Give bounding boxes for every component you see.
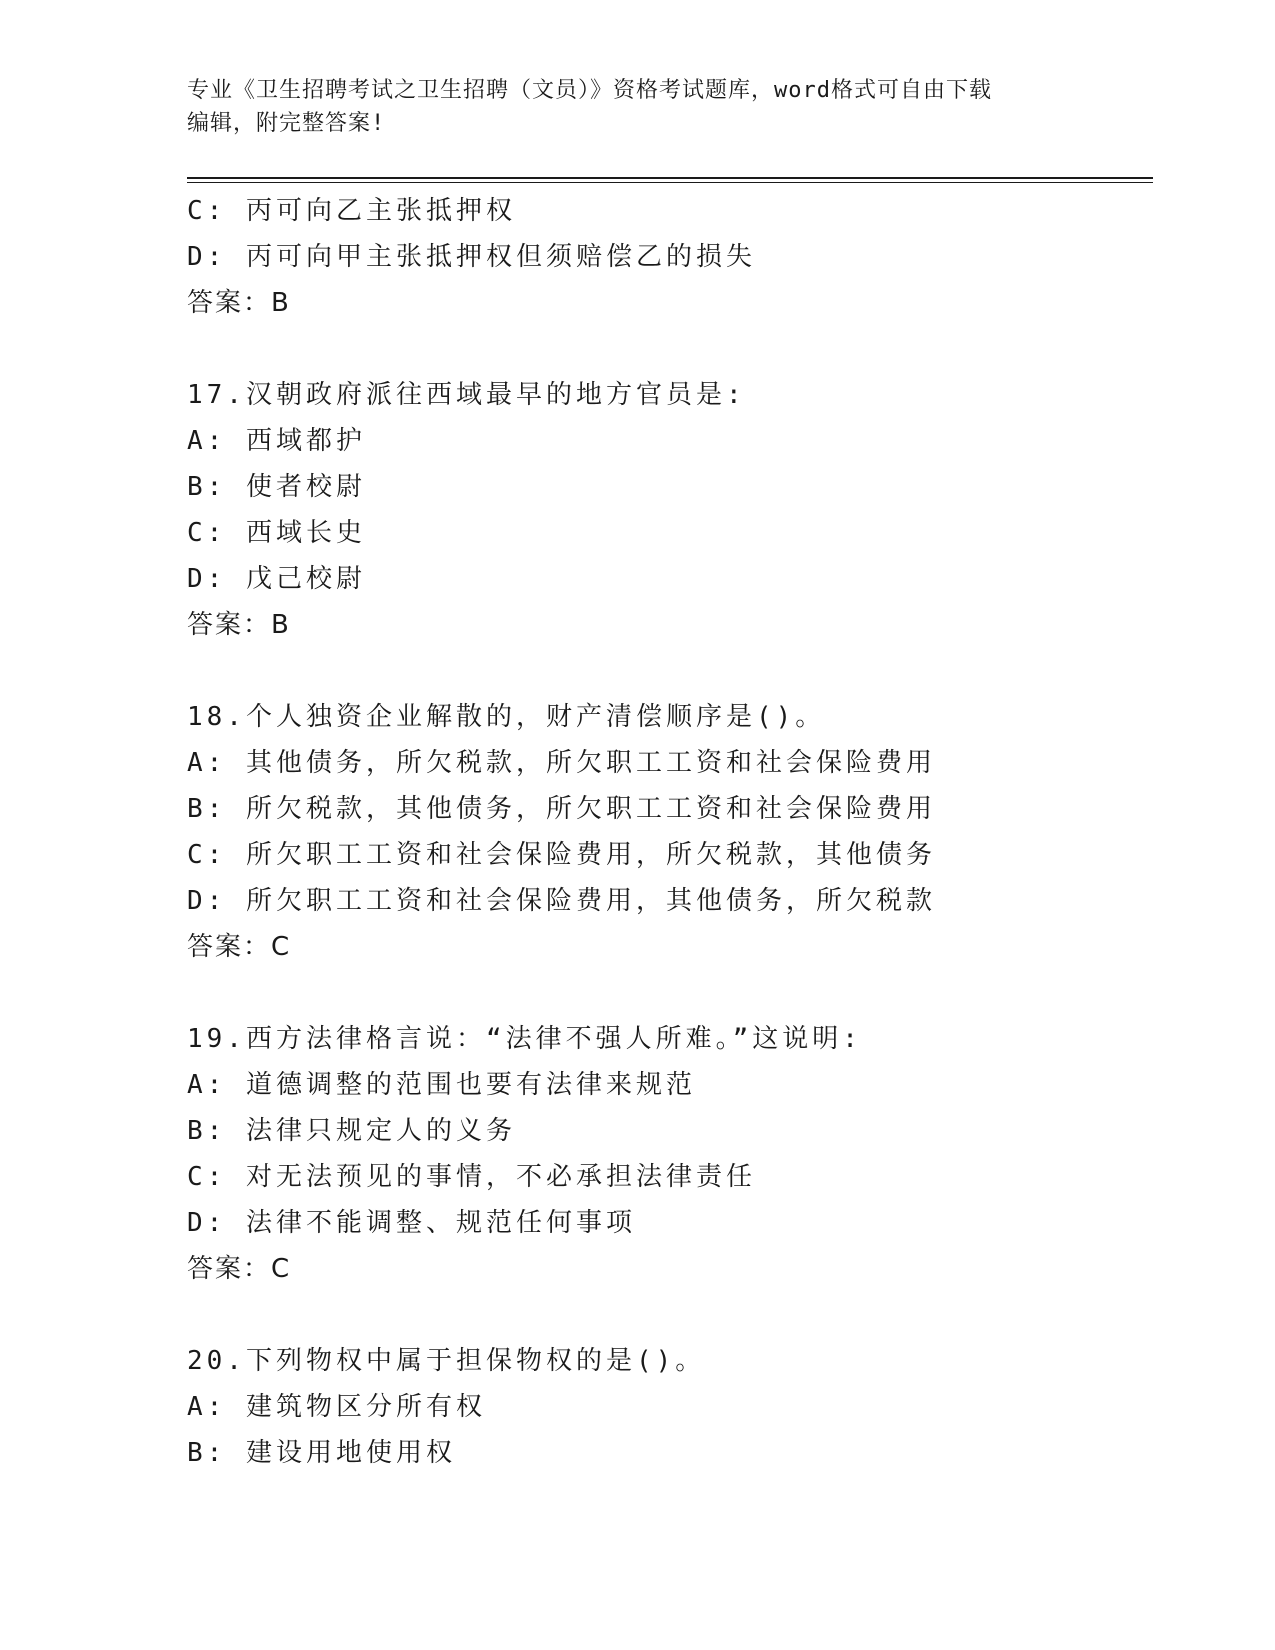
header-divider-thin (187, 182, 1153, 183)
spacer (187, 1292, 1153, 1338)
question-block-17 (187, 372, 1153, 648)
header-line-2: 编辑，附完整答案! (187, 111, 386, 136)
answer-line: 答案：B (187, 610, 291, 640)
option-b: B: 法律只规定人的义务 (187, 1116, 516, 1146)
option-d: D: 戊己校尉 (187, 564, 366, 594)
header-divider-thick (187, 177, 1153, 179)
option-b: B: 使者校尉 (187, 472, 366, 502)
option-a: A: 西域都护 (187, 426, 366, 456)
question-block-18 (187, 694, 1153, 970)
question-stem: 19.西方法律格言说：“法律不强人所难。”这说明: (187, 1024, 862, 1054)
option-c: C: 所欠职工工资和社会保险费用，所欠税款，其他债务 (187, 840, 936, 870)
option-d: D: 法律不能调整、规范任何事项 (187, 1208, 636, 1238)
option-c: C: 丙可向乙主张抵押权 (187, 196, 516, 226)
option-d: D: 所欠职工工资和社会保险费用，其他债务，所欠税款 (187, 886, 936, 916)
spacer (187, 970, 1153, 1016)
option-a: A: 建筑物区分所有权 (187, 1392, 486, 1422)
header-line-1: 专业《卫生招聘考试之卫生招聘（文员）》资格考试题库，word格式可自由下载 (187, 78, 992, 103)
option-b: B: 所欠税款，其他债务，所欠职工工资和社会保险费用 (187, 794, 936, 824)
question-stem: 18.个人独资企业解散的，财产清偿顺序是()。 (187, 702, 826, 732)
question-stem: 17.汉朝政府派往西域最早的地方官员是: (187, 380, 746, 410)
option-a: A: 其他债务，所欠税款，所欠职工工资和社会保险费用 (187, 748, 936, 778)
answer-line: 答案：C (187, 1254, 292, 1284)
page-header (187, 74, 1087, 140)
spacer (187, 326, 1153, 372)
option-c: C: 对无法预见的事情，不必承担法律责任 (187, 1162, 756, 1192)
spacer (187, 648, 1153, 694)
question-block-20 (187, 1338, 1153, 1476)
question-stem: 20.下列物权中属于担保物权的是()。 (187, 1346, 706, 1376)
answer-line: 答案：B (187, 288, 291, 318)
option-c: C: 西域长史 (187, 518, 366, 548)
question-block-19 (187, 1016, 1153, 1292)
question-block-16 (187, 188, 1153, 326)
question-list (187, 188, 1153, 1476)
option-b: B: 建设用地使用权 (187, 1438, 456, 1468)
option-a: A: 道德调整的范围也要有法律来规范 (187, 1070, 696, 1100)
option-d: D: 丙可向甲主张抵押权但须赔偿乙的损失 (187, 242, 756, 272)
answer-line: 答案：C (187, 932, 292, 962)
